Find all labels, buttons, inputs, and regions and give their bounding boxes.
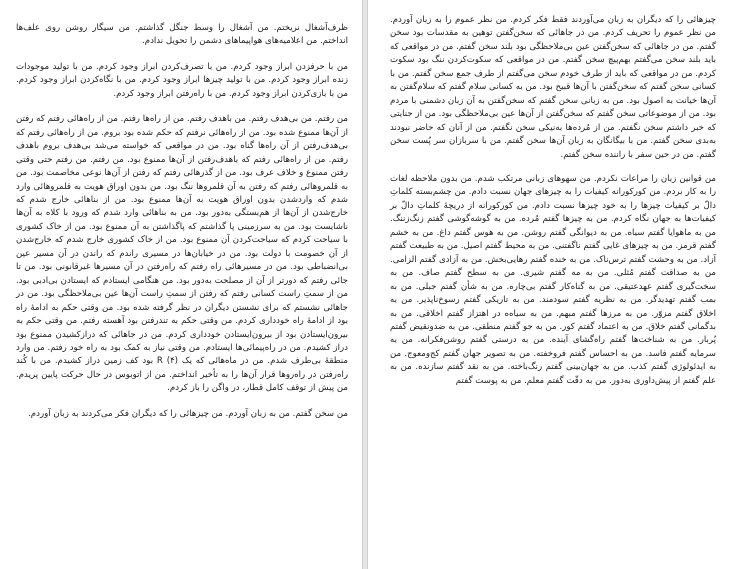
left-page — [0, 0, 363, 569]
paragraph: من قوانین زبان را مراعات نکردم. من سهوهای زبانی مرتکب شدم. من بدون ملاحظه لغات را به کار بردم. من کورکورانه کیفیات را به چیزهای جهان نسبت دادم. من چشم‌بسته کلماتِ دالّ بر کیفیات چیزها را به خود چیزها نسبت دادم. من کورکورانه از دریچهٔ کلماتِ دالّ بر کیفیات‌ها به جهان نگاه کردم. من به چیزها گفتم مُرده. من به گوشه‌گوشی گفتم زنگ‌زننگ. من به ماهوایا گفتم سیاه. من به دیوانگی گفتم روشن. من به هوس گفتم داغ. من به خشم گفتم قرمز. من به چیزهای غایی گفتم ناگفتنی. من به محیط گفتم اصیل. من به طبیعت گفتم آزاد. من به وحشت گفتم ترس‌ناک. من به خنده گفتم رهایی‌بخش. من به آزادی گفتم الزامی. من به صداقت گفتم مُثلی. من به مه گفتم شیری. من به سطح گفتم صاف. من به سخت‌گیری گفتم عهدعتیقی. من به گناه‌کار گفتم بی‌چاره. من به شأن گفتم جبلی. من به بمب گفتم تهدیدگر. من به نظریه گفتم سودمند. من به تاریکی گفتم رسوخ‌ناپذیر. من به اخلاق گفتم مزوّر. من به مرزها گفتم مبهم. من به سیاه‌ه در اهتزاز گفتم اخلاقی. من به بدگمانی گفتم خلاق. من به اعتماد گفتم کور. من به جو گفتم منطقی. من به ضدونقیض گفتم پُربار. من به شناخت‌ها گفتم راه‌گشای آینده. من به درستی گفتم روشن‌فکرانه. من به سرمایه گفتم فاسد. من به احساس گفتم فروخفته. من به تصویر جهان گفتم کج‌ومعوج. من به ایدئولوژی گفتم کذب. من به جهان‌بینی گفتم رنگ‌باخته. من به نقد گفتم سازنده. من به علم گفتم از پیش‌داوری به‌دور. من به دقّت گفتم معلم. من به پوست گفتم — [390, 173, 716, 386]
paragraph: من رفتم. من بی‌هدف رفتم. من باهدف رفتم. من از راه‌ها رفتم. من از راه‌هائی رفتم که رفتن از آن‌ها ممنوع شده بود. من از راه‌هائی نرفتم که حکم شده بود بروم. من از راه‌هائی رفتم که بی‌هدف‌رفتن از آن راه‌ها گناه بود. من در مواقعی که خواسته می‌شد بی‌هدف بروم باهدف رفتم. من از راه‌هائی رفتم که باهدف‌رفتن از آن‌ها ممنوع بود. من رفتم. من رفتم حتی وقتی رفتن ممنوع و خلاف عرف بود. من از گذرهائی رفتم که رفتن از آن‌ها نوعی مخاصمت بود. من به قلمروهائی رفتم که رفتن به آن قلمروها ننگ بود. من بدون اوراق هویت به قلمروهائی وارد شدم که واردشدن بدون اوراق هویت به آن‌ها ممنوع بود. من از بناهائی خارج شدم که خارج‌شدن از آن‌ها از هم‌بستگی به‌دور بود. من به بناهائی وارد شدم که ورود با کلاه به آن‌ها ناشایست بود. من به سرزمینی پا گذاشتم که پاگذاشتن به آن ممنوع بود. من از خاک کشوری با سیاحت کردم که سیاحت‌کردن آن ممنوع بود. من از خاک کشوری خارج شدم که خارج‌شدن از آن خصومت با دولت بود. من در خیابان‌ها در مسیری راندم که راندن در آن مسیر عین بی‌انضباطی بود. من در مسیرهائی راه رفتم که راه‌رفتن در آن مسیرها غیرقانونی بود. من تا جائی رفتم که دورتر از آن از مصلحت به‌دور بود. من هنگامی ایستادم که ایستادن بی‌ادبی بود. من از سمتِ راست کسانی رفتم که رفتن از سمتِ راست آن‌ها عین بی‌ملاحظگی بود. من در جاهائی نشستم که برای نشستن دیگران در نظر گرفته شده بود. من وقتی حکم به ادامهٔ راه بود از ادامهٔ راه خودداری کردم. من وقتی حکم به تندرفتن بود آهسته رفتم. من وقتی حکم به بیرون‌ایستادن بود از بیرون‌ایستادن خودداری کردم. من در جاهائی که درازکشیدن ممنوع بود دراز کشیدم. من در راه‌پیمائی‌ها ایستادم. من وقتی نیاز به کمک بود به راه خود رفتم. من وارد منطقهٔ بی‌طرف شدم. من در ماه‌هائی که یک R (۴) بود کف زمین دراز کشیدم. من با کُند راه‌رفتن در راه‌روها قرار آن‌ها را به تأخیر انداختم. من از اتوبوس در حال حرکت پایین پریدم. من پیش از توقف کامل قطار، در واگن را باز کردم. — [16, 114, 348, 394]
paragraph: چیزهائی را که دیگران به زبان می‌آوردند فقط فکر کردم. من نظر عموم را به زبان آوردم. من نظر عموم را تحریف کردم. من در جاهائی که سخن‌گفتن توهین به مقدسات بود سخن گفتم. من در جاهائی که سخن‌گفتن عین بی‌ملاحظگی بود بلند سخن گفتم. من در مواقعی که باید بلند سخن می‌گفتم بهم‌پیچ سخن گفتم. من در مواقعی که سکوت‌کردن ننگ بود سکوت کردم. من در مواقعی که باید از طرف خودم سخن می‌گفتم از طرف جمع سخن گفتم. من با کسانی سخن گفتم که سخن‌گفتن با آن‌ها قبیح بود. من به کسانی سلام گفتم که سلام‌گفتن به آن‌ها خیانت به اصول بود. من به زبانی سخن گفتم که سخن‌گفتن به آن زبان دشمنی با مردم بود. من از موضوعاتی سخن گفتم که سخن‌گفتن از آن‌ها عین بی‌ملاحظگی بود. من از جنایتی که خبر داشتم سخن نگفتم. من از مُرده‌ها به‌نیکی سخن نگفتم. من از آنان که حاضر نبودند به‌بدی سخن گفتم. من با بیگانگان به زبان آن‌ها سخن گفتم. من با سربازان سر پُست سخن گفتم. من در حین سفر با راننده سخن گفتم. — [390, 15, 716, 160]
paragraph: من با حرفزدن ابراز وجود کردم. من با تصرف‌کردن ابراز وجود کردم. من با تولید موجودات زنده ابراز وجود کردم. من با تولید چیزها ابراز وجود کردم. من با نگاه‌کردن ابراز وجود کردم. من با بازی‌کردن ابراز وجود کردم. من با راه‌رفتن ابراز وجود کردم. — [16, 61, 348, 99]
right-page — [367, 0, 730, 569]
paragraph: من سخن گفتم. من به زبان آوردم. من چیزهائی را که دیگران فکر می‌کردند به زبان آوردم. — [28, 408, 348, 419]
paragraph: ظرف‌آشغال نریختم. من آشغال را وسط جنگل گذاشتم. من سیگار روشن روی علف‌ها انداختم. من اعلامیه‌های هواپیماهای دشمن را تحویل ندادم. — [16, 23, 348, 47]
